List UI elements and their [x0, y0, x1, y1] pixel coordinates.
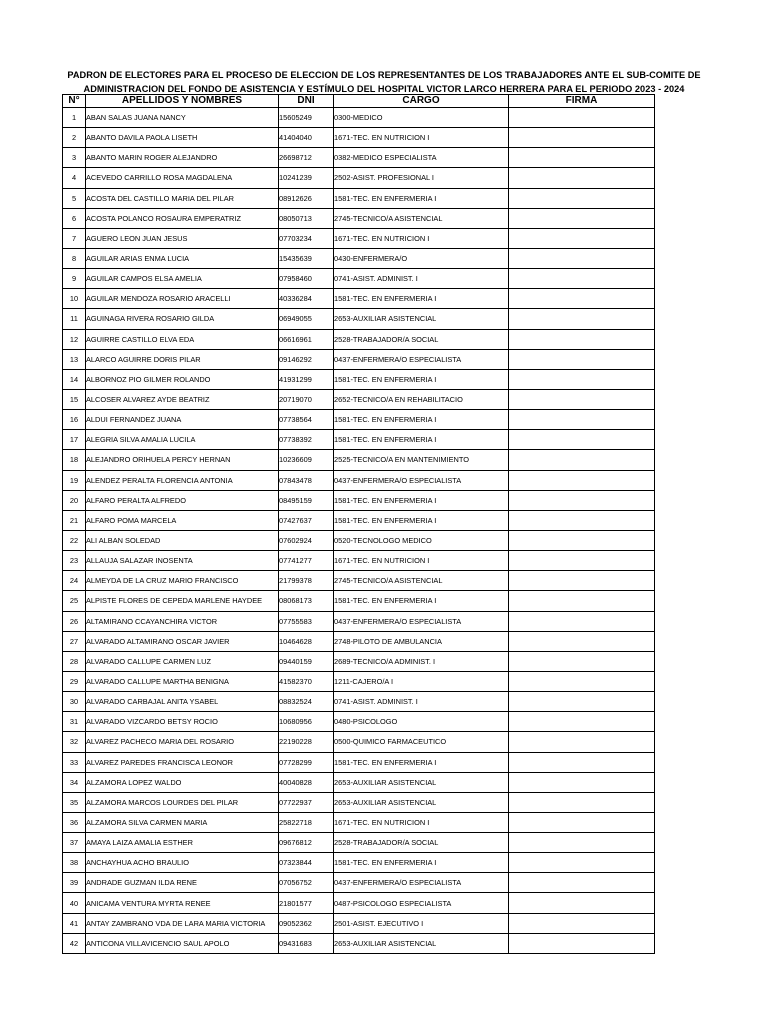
table-row [63, 188, 655, 208]
row-cargo: 2528-TRABAJADOR/A SOCIAL [334, 329, 509, 349]
row-dni: 07843478 [279, 470, 334, 490]
table-row [63, 631, 655, 651]
row-cargo: 1581-TEC. EN ENFERMERIA I [334, 510, 509, 530]
row-dni: 10464628 [279, 631, 334, 651]
table-row [63, 349, 655, 369]
row-name: ALFARO PERALTA ALFREDO [86, 490, 279, 510]
row-dni: 07755583 [279, 611, 334, 631]
table-row [63, 732, 655, 752]
row-dni: 07738392 [279, 430, 334, 450]
row-dni: 07728299 [279, 752, 334, 772]
table-row [63, 510, 655, 530]
row-cargo: 1581-TEC. EN ENFERMERIA I [334, 853, 509, 873]
row-cargo: 2748-PILOTO DE AMBULANCIA [334, 631, 509, 651]
row-cargo: 0437-ENFERMERA/O ESPECIALISTA [334, 470, 509, 490]
row-dni: 25822718 [279, 812, 334, 832]
row-signature-cell [509, 873, 655, 893]
row-signature-cell [509, 410, 655, 430]
row-cargo: 0487-PSICOLOGO ESPECIALISTA [334, 893, 509, 913]
table-row [63, 671, 655, 691]
row-signature-cell [509, 913, 655, 933]
header-firma: FIRMA [509, 95, 655, 108]
row-cargo: 1671-TEC. EN NUTRICION I [334, 551, 509, 571]
row-signature-cell [509, 933, 655, 953]
row-number: 10 [63, 289, 86, 309]
row-dni: 07722937 [279, 792, 334, 812]
row-dni: 09146292 [279, 349, 334, 369]
table-row [63, 148, 655, 168]
row-signature-cell [509, 772, 655, 792]
row-number: 6 [63, 208, 86, 228]
row-signature-cell [509, 329, 655, 349]
row-number: 23 [63, 551, 86, 571]
row-number: 28 [63, 651, 86, 671]
row-cargo: 0382-MEDICO ESPECIALISTA [334, 148, 509, 168]
row-number: 36 [63, 812, 86, 832]
row-signature-cell [509, 792, 655, 812]
row-dni: 06949055 [279, 309, 334, 329]
row-number: 31 [63, 712, 86, 732]
row-name: ABAN SALAS JUANA NANCY [86, 108, 279, 128]
row-dni: 07958460 [279, 269, 334, 289]
row-dni: 21801577 [279, 893, 334, 913]
row-signature-cell [509, 148, 655, 168]
row-name: ALI ALBAN SOLEDAD [86, 530, 279, 550]
row-cargo: 2502-ASIST. PROFESIONAL I [334, 168, 509, 188]
row-name: ABANTO DAVILA PAOLA LISETH [86, 128, 279, 148]
row-dni: 07738564 [279, 410, 334, 430]
row-dni: 07602924 [279, 530, 334, 550]
row-name: ALARCO AGUIRRE DORIS PILAR [86, 349, 279, 369]
row-signature-cell [509, 430, 655, 450]
table-row [63, 430, 655, 450]
row-dni: 08495159 [279, 490, 334, 510]
row-signature-cell [509, 309, 655, 329]
row-name: ALZAMORA SILVA CARMEN MARIA [86, 812, 279, 832]
row-name: ANICAMA VENTURA MYRTA RENEE [86, 893, 279, 913]
row-name: AGUILAR ARIAS ENMA LUCIA [86, 248, 279, 268]
row-name: ALVARADO VIZCARDO BETSY ROCIO [86, 712, 279, 732]
row-cargo: 0437-ENFERMERA/O ESPECIALISTA [334, 611, 509, 631]
row-number: 37 [63, 833, 86, 853]
table-row [63, 369, 655, 389]
row-number: 39 [63, 873, 86, 893]
row-number: 19 [63, 470, 86, 490]
row-name: ABANTO MARIN ROGER ALEJANDRO [86, 148, 279, 168]
row-cargo: 0437-ENFERMERA/O ESPECIALISTA [334, 349, 509, 369]
row-number: 15 [63, 389, 86, 409]
table-row [63, 410, 655, 430]
row-cargo: 1581-TEC. EN ENFERMERIA I [334, 369, 509, 389]
table-row [63, 812, 655, 832]
table-row [63, 712, 655, 732]
row-cargo: 0430-ENFERMERA/O [334, 248, 509, 268]
row-signature-cell [509, 248, 655, 268]
row-name: ALVAREZ PAREDES FRANCISCA LEONOR [86, 752, 279, 772]
row-signature-cell [509, 611, 655, 631]
row-number: 8 [63, 248, 86, 268]
row-signature-cell [509, 591, 655, 611]
row-number: 22 [63, 530, 86, 550]
row-dni: 07703234 [279, 228, 334, 248]
row-name: ANCHAYHUA ACHO BRAULIO [86, 853, 279, 873]
row-cargo: 0480-PSICOLOGO [334, 712, 509, 732]
table-row [63, 289, 655, 309]
row-dni: 09431683 [279, 933, 334, 953]
row-name: ALVARADO CALLUPE MARTHA BENIGNA [86, 671, 279, 691]
row-name: ALVARADO CARBAJAL ANITA YSABEL [86, 692, 279, 712]
row-signature-cell [509, 168, 655, 188]
row-number: 3 [63, 148, 86, 168]
table-row [63, 571, 655, 591]
row-name: ALZAMORA LOPEZ WALDO [86, 772, 279, 792]
row-signature-cell [509, 671, 655, 691]
row-name: ALVARADO ALTAMIRANO OSCAR JAVIER [86, 631, 279, 651]
header-dni: DNI [279, 95, 334, 108]
table-row [63, 551, 655, 571]
row-cargo: 1581-TEC. EN ENFERMERIA I [334, 591, 509, 611]
table-row [63, 913, 655, 933]
row-cargo: 2653-AUXILIAR ASISTENCIAL [334, 309, 509, 329]
table-row [63, 490, 655, 510]
row-number: 24 [63, 571, 86, 591]
row-signature-cell [509, 128, 655, 148]
row-signature-cell [509, 450, 655, 470]
row-signature-cell [509, 651, 655, 671]
row-cargo: 1581-TEC. EN ENFERMERIA I [334, 188, 509, 208]
row-name: ANTICONA VILLAVICENCIO SAUL APOLO [86, 933, 279, 953]
row-number: 14 [63, 369, 86, 389]
row-name: ALVAREZ PACHECO MARIA DEL ROSARIO [86, 732, 279, 752]
table-row [63, 853, 655, 873]
row-signature-cell [509, 530, 655, 550]
row-number: 21 [63, 510, 86, 530]
row-signature-cell [509, 208, 655, 228]
row-signature-cell [509, 269, 655, 289]
table-row [63, 389, 655, 409]
row-dni: 40040828 [279, 772, 334, 792]
row-cargo: 1581-TEC. EN ENFERMERIA I [334, 410, 509, 430]
row-name: ACOSTA DEL CASTILLO MARIA DEL PILAR [86, 188, 279, 208]
row-dni: 10236609 [279, 450, 334, 470]
row-signature-cell [509, 470, 655, 490]
row-dni: 40336284 [279, 289, 334, 309]
row-number: 20 [63, 490, 86, 510]
row-cargo: 2652-TECNICO/A EN REHABILITACIO [334, 389, 509, 409]
table-row [63, 248, 655, 268]
row-name: AMAYA LAIZA AMALIA ESTHER [86, 833, 279, 853]
row-signature-cell [509, 510, 655, 530]
row-number: 9 [63, 269, 86, 289]
row-cargo: 2689-TECNICO/A ADMINIST. I [334, 651, 509, 671]
table-row [63, 269, 655, 289]
row-signature-cell [509, 108, 655, 128]
row-name: ACOSTA POLANCO ROSAURA EMPERATRIZ [86, 208, 279, 228]
row-name: ALTAMIRANO CCAYANCHIRA VICTOR [86, 611, 279, 631]
row-dni: 22190228 [279, 732, 334, 752]
row-signature-cell [509, 631, 655, 651]
row-name: AGUIRRE CASTILLO ELVA EDA [86, 329, 279, 349]
row-number: 17 [63, 430, 86, 450]
row-cargo: 2528-TRABAJADOR/A SOCIAL [334, 833, 509, 853]
row-dni: 09440159 [279, 651, 334, 671]
table-row [63, 651, 655, 671]
table-row [63, 329, 655, 349]
document-title [62, 68, 706, 96]
table-row [63, 128, 655, 148]
row-name: ALDUI FERNANDEZ JUANA [86, 410, 279, 430]
electors-table [62, 94, 655, 954]
row-dni: 08832524 [279, 692, 334, 712]
row-signature-cell [509, 752, 655, 772]
row-dni: 08912626 [279, 188, 334, 208]
table-row [63, 208, 655, 228]
row-dni: 08050713 [279, 208, 334, 228]
table-body [63, 108, 655, 954]
row-signature-cell [509, 389, 655, 409]
row-cargo: 0500-QUIMICO FARMACEUTICO [334, 732, 509, 752]
row-number: 11 [63, 309, 86, 329]
row-number: 34 [63, 772, 86, 792]
row-signature-cell [509, 692, 655, 712]
row-dni: 09052362 [279, 913, 334, 933]
table-row [63, 752, 655, 772]
row-number: 16 [63, 410, 86, 430]
row-cargo: 2653-AUXILIAR ASISTENCIAL [334, 933, 509, 953]
header-number: N° [63, 95, 86, 108]
row-name: ANDRADE GUZMAN ILDA RENE [86, 873, 279, 893]
table-row [63, 873, 655, 893]
row-number: 18 [63, 450, 86, 470]
row-number: 27 [63, 631, 86, 651]
table-header-row [63, 95, 655, 108]
table-row [63, 591, 655, 611]
row-name: ALCOSER ALVAREZ AYDE BEATRIZ [86, 389, 279, 409]
row-cargo: 1671-TEC. EN NUTRICION I [334, 228, 509, 248]
row-signature-cell [509, 732, 655, 752]
row-number: 2 [63, 128, 86, 148]
row-cargo: 0520-TECNOLOGO MEDICO [334, 530, 509, 550]
row-number: 32 [63, 732, 86, 752]
row-signature-cell [509, 188, 655, 208]
row-name: ALPISTE FLORES DE CEPEDA MARLENE HAYDEE [86, 591, 279, 611]
row-dni: 08068173 [279, 591, 334, 611]
row-cargo: 2745-TECNICO/A ASISTENCIAL [334, 571, 509, 591]
row-cargo: 2653-AUXILIAR ASISTENCIAL [334, 772, 509, 792]
row-cargo: 1671-TEC. EN NUTRICION I [334, 128, 509, 148]
row-signature-cell [509, 571, 655, 591]
row-signature-cell [509, 369, 655, 389]
table-row [63, 309, 655, 329]
row-cargo: 1211-CAJERO/A I [334, 671, 509, 691]
row-dni: 41931299 [279, 369, 334, 389]
row-cargo: 0300-MEDICO [334, 108, 509, 128]
row-signature-cell [509, 712, 655, 732]
row-signature-cell [509, 853, 655, 873]
row-cargo: 1671-TEC. EN NUTRICION I [334, 812, 509, 832]
row-signature-cell [509, 833, 655, 853]
title-line-1: PADRON DE ELECTORES PARA EL PROCESO DE ELECCION DE LOS REPRESENTANTES DE LOS TRABAJADORES ANTE EL SUB-COMITE DE [67, 70, 701, 80]
row-dni: 41404040 [279, 128, 334, 148]
row-dni: 06616961 [279, 329, 334, 349]
row-name: ALEJANDRO ORIHUELA PERCY HERNAN [86, 450, 279, 470]
row-dni: 07323844 [279, 853, 334, 873]
row-number: 41 [63, 913, 86, 933]
row-dni: 07427637 [279, 510, 334, 530]
row-cargo: 1581-TEC. EN ENFERMERIA I [334, 752, 509, 772]
row-name: ALLAUJA SALAZAR INOSENTA [86, 551, 279, 571]
table-row [63, 692, 655, 712]
table-row [63, 470, 655, 490]
table-row [63, 772, 655, 792]
row-name: ALMEYDA DE LA CRUZ MARIO FRANCISCO [86, 571, 279, 591]
header-names: APELLIDOS Y NOMBRES [86, 95, 279, 108]
row-number: 30 [63, 692, 86, 712]
row-dni: 41582370 [279, 671, 334, 691]
title-line-2: ADMINISTRACION DEL FONDO DE ASISTENCIA Y ESTÍMULO DEL HOSPITAL VICTOR LARCO HERRERA PARA EL PERIODO 2023 - 2024 [83, 84, 685, 94]
row-number: 33 [63, 752, 86, 772]
table-row [63, 893, 655, 913]
row-cargo: 0437-ENFERMERA/O ESPECIALISTA [334, 873, 509, 893]
row-number: 38 [63, 853, 86, 873]
row-name: ACEVEDO CARRILLO ROSA MAGDALENA [86, 168, 279, 188]
row-number: 26 [63, 611, 86, 631]
row-number: 13 [63, 349, 86, 369]
row-cargo: 1581-TEC. EN ENFERMERIA I [334, 490, 509, 510]
row-signature-cell [509, 893, 655, 913]
row-signature-cell [509, 289, 655, 309]
row-name: ALFARO POMA MARCELA [86, 510, 279, 530]
row-dni: 10241239 [279, 168, 334, 188]
row-number: 35 [63, 792, 86, 812]
row-dni: 15605249 [279, 108, 334, 128]
row-name: ALENDEZ PERALTA FLORENCIA ANTONIA [86, 470, 279, 490]
row-cargo: 2745-TECNICO/A ASISTENCIAL [334, 208, 509, 228]
row-cargo: 1581-TEC. EN ENFERMERIA I [334, 289, 509, 309]
row-number: 29 [63, 671, 86, 691]
row-name: ALBORNOZ PIO GILMER ROLANDO [86, 369, 279, 389]
row-cargo: 0741-ASIST. ADMINIST. I [334, 692, 509, 712]
table-row [63, 933, 655, 953]
row-name: ANTAY ZAMBRANO VDA DE LARA MARIA VICTORIA [86, 913, 279, 933]
row-name: ALZAMORA MARCOS LOURDES DEL PILAR [86, 792, 279, 812]
row-number: 40 [63, 893, 86, 913]
header-cargo: CARGO [334, 95, 509, 108]
row-dni: 07056752 [279, 873, 334, 893]
row-name: AGUERO LEON JUAN JESUS [86, 228, 279, 248]
row-dni: 21799378 [279, 571, 334, 591]
table-row [63, 450, 655, 470]
table-row [63, 228, 655, 248]
row-cargo: 2501-ASIST. EJECUTIVO I [334, 913, 509, 933]
row-name: AGUILAR MENDOZA ROSARIO ARACELLI [86, 289, 279, 309]
row-dni: 26698712 [279, 148, 334, 168]
row-signature-cell [509, 490, 655, 510]
row-number: 12 [63, 329, 86, 349]
row-dni: 10680956 [279, 712, 334, 732]
row-dni: 20719070 [279, 389, 334, 409]
table-row [63, 833, 655, 853]
row-signature-cell [509, 551, 655, 571]
row-name: ALVARADO CALLUPE CARMEN LUZ [86, 651, 279, 671]
table-row [63, 530, 655, 550]
row-dni: 09676812 [279, 833, 334, 853]
row-name: ALEGRIA SILVA AMALIA LUCILA [86, 430, 279, 450]
row-signature-cell [509, 349, 655, 369]
row-number: 7 [63, 228, 86, 248]
table-row [63, 108, 655, 128]
row-signature-cell [509, 228, 655, 248]
row-cargo: 2525-TECNICO/A EN MANTENIMIENTO [334, 450, 509, 470]
table-row [63, 168, 655, 188]
row-number: 25 [63, 591, 86, 611]
row-name: AGUINAGA RIVERA ROSARIO GILDA [86, 309, 279, 329]
row-cargo: 2653-AUXILIAR ASISTENCIAL [334, 792, 509, 812]
row-dni: 07741277 [279, 551, 334, 571]
row-number: 42 [63, 933, 86, 953]
table-row [63, 611, 655, 631]
row-cargo: 0741-ASIST. ADMINIST. I [334, 269, 509, 289]
row-signature-cell [509, 812, 655, 832]
row-number: 4 [63, 168, 86, 188]
row-cargo: 1581-TEC. EN ENFERMERIA I [334, 430, 509, 450]
row-name: AGUILAR CAMPOS ELSA AMELIA [86, 269, 279, 289]
table-row [63, 792, 655, 812]
row-number: 5 [63, 188, 86, 208]
row-dni: 15435639 [279, 248, 334, 268]
row-number: 1 [63, 108, 86, 128]
